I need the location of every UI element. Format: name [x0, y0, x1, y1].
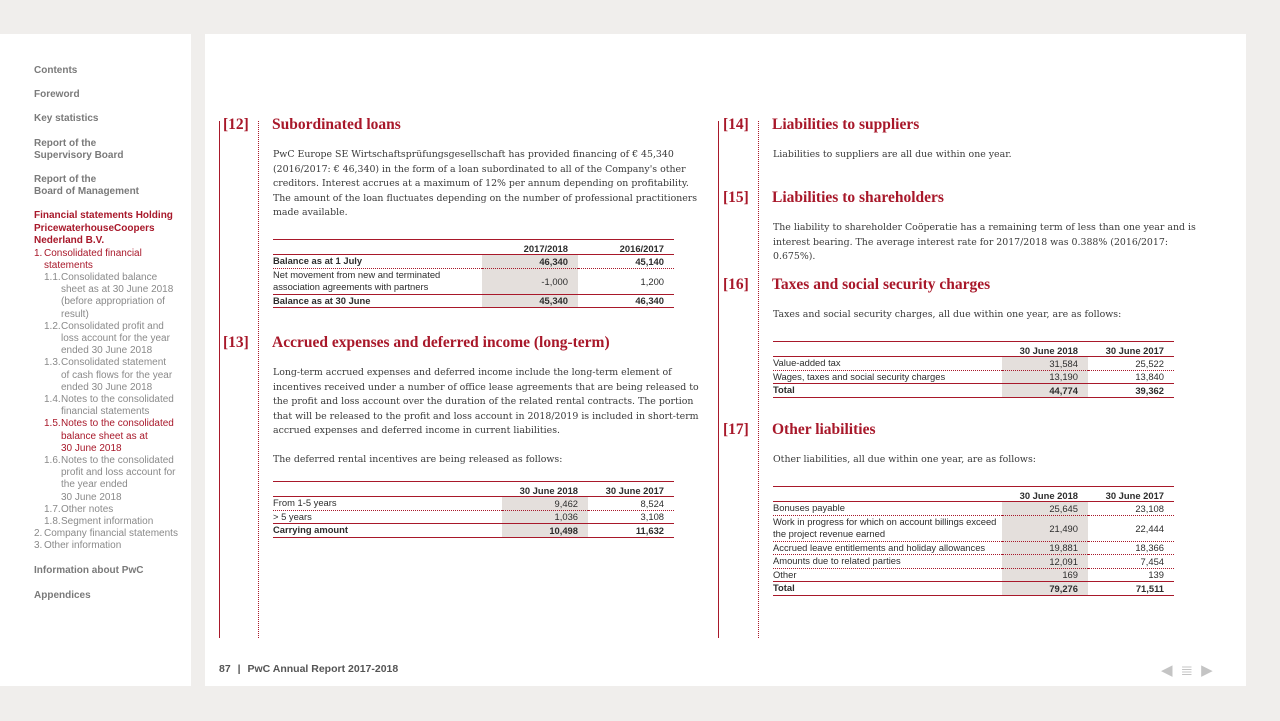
row-value-current: -1,000 [482, 268, 578, 294]
page-footer [219, 663, 398, 675]
table-header-col2: 30 June 2017 [605, 485, 664, 496]
row-value-prior: 39,362 [1088, 384, 1174, 398]
nav-consolidated-profit-loss[interactable] [34, 321, 191, 358]
row-label: Accrued leave entitlements and holiday allowances [773, 541, 1002, 555]
table-header-col1: 30 June 2018 [1019, 490, 1078, 501]
table-row [773, 515, 1174, 541]
triangle-right-icon[interactable]: ▶ [1201, 662, 1221, 679]
nav-label-line: result) [61, 308, 89, 320]
nav-consolidated-balance-sheet[interactable] [34, 272, 191, 321]
row-value-current: 12,091 [1002, 555, 1088, 569]
section-title-taxes-social-security: Taxes and social security charges [772, 276, 991, 293]
nav-consolidated-financial-statements[interactable] [34, 248, 191, 272]
table-header-label [273, 240, 482, 255]
row-label: Net movement from new and terminated association agreements with partners [273, 268, 482, 294]
table-header-col2: 30 June 2017 [1105, 490, 1164, 501]
menu-icon[interactable]: ≣ [1180, 662, 1202, 679]
nav-label-line: Notes to the consolidated [61, 418, 174, 430]
nav-num: 3. [34, 540, 43, 552]
taxes-social-security-text: Taxes and social security charges, all due within one year, are as follows: [773, 309, 1122, 320]
nav-other-information[interactable] [34, 540, 191, 552]
row-value-prior: 45,140 [578, 255, 674, 269]
row-value-prior: 71,511 [1088, 582, 1174, 596]
table-row [773, 568, 1174, 582]
row-label: > 5 years [273, 510, 502, 524]
nav-label-line: Nederland B.V. [34, 235, 105, 246]
row-value-current: 25,645 [1002, 502, 1088, 516]
row-value-prior: 25,522 [1088, 357, 1174, 371]
nav-label-line: Consolidated financial [44, 247, 142, 259]
nav-notes-consolidated-fs[interactable] [34, 394, 191, 418]
table-header-label [773, 487, 1002, 502]
page-navigation [1161, 661, 1221, 679]
accrued-expenses-text-2: The deferred rental incentives are being released as follows: [273, 454, 563, 465]
table-header-row [273, 482, 674, 497]
liabilities-shareholders-text: The liability to shareholder Coöperatie has a remaining term of less than one year and is interest bearing. The average interest rate for 2017/2018 was 0.388% (2016/2017: 0.675%). [773, 222, 1196, 263]
right-column-rule [718, 121, 719, 638]
nav-label-line: (before appropriation of [61, 296, 165, 308]
section-number-16: [16] [723, 276, 749, 293]
section-number-15: [15] [723, 189, 749, 206]
row-value-current: 31,584 [1002, 357, 1088, 371]
triangle-left-icon[interactable]: ◀ [1161, 662, 1181, 679]
nav-contents[interactable]: Contents [34, 65, 78, 76]
row-value-prior: 13,840 [1088, 370, 1174, 384]
table-header-label [773, 342, 1002, 357]
nav-report-board-of-management[interactable] [34, 174, 191, 198]
section-number-12: [12] [223, 116, 249, 133]
nav-label-line: Company financial statements [44, 528, 178, 540]
row-value-prior: 139 [1088, 568, 1174, 582]
row-value-current: 79,276 [1002, 582, 1088, 596]
nav-report-supervisory-board[interactable] [34, 138, 191, 162]
table-header-row [773, 487, 1174, 502]
accrued-expenses-text: Long-term accrued expenses and deferred income include the long-term element of incentives received under a number of office lease agreements that are being released to the profit and loss account over the duration of the related rental contracts. The portion that will be released to the profit and loss account in 2018/2019 is included in short-term accrued expenses and deferred income in current liabilities. [273, 367, 699, 437]
row-value-prior: 11,632 [588, 524, 674, 538]
row-label: Value-added tax [773, 357, 1002, 371]
nav-company-financial-statements[interactable] [34, 528, 191, 540]
row-value-current: 9,462 [502, 497, 588, 511]
footer-separator: | [237, 663, 241, 675]
nav-label-line: Consolidated balance [61, 271, 158, 283]
other-liabilities-text: Other liabilities, all due within one year, are as follows: [773, 454, 1036, 465]
row-value-prior: 1,200 [578, 268, 674, 294]
row-value-prior: 7,454 [1088, 555, 1174, 569]
subordinated-loans-table [273, 239, 674, 308]
sidebar-nav [0, 34, 191, 686]
table-row [273, 268, 674, 294]
right-column-dotted-rule [758, 121, 759, 638]
table-header-col2: 30 June 2017 [1105, 345, 1164, 356]
nav-label-line: profit and loss account for [61, 467, 176, 479]
nav-label-line: sheet as at 30 June 2018 [61, 284, 174, 296]
page-number: 87 [219, 663, 231, 675]
row-value-current: 21,490 [1002, 515, 1088, 541]
nav-num: 1. [34, 247, 43, 259]
row-label: Total [773, 384, 1002, 398]
row-label: Work in progress for which on account billings exceed the project revenue earned [773, 515, 1002, 541]
section-number-13: [13] [223, 334, 249, 351]
row-value-current: 19,881 [1002, 541, 1088, 555]
nav-num: 1.4. [44, 393, 61, 405]
row-value-current: 46,340 [482, 255, 578, 269]
section-title-other-liabilities: Other liabilities [772, 421, 876, 438]
table-row [773, 370, 1174, 384]
row-label: Bonuses payable [773, 502, 1002, 516]
nav-label-line: the year ended [61, 479, 128, 491]
row-value-prior: 8,524 [588, 497, 674, 511]
nav-num: 1.8. [44, 515, 61, 527]
subordinated-loans-text: PwC Europe SE Wirtschaftsprüfungsgesellschaft has provided financing of € 45,340 (2016/2017: € 46,340) in the form of a loan subordinated to all of the Company's other creditors. Interest accrues at a maximum of 12% per annum depending on profitability. The amount of the loan fluctuates depending on the number of professional practitioners made available. [273, 149, 698, 219]
deferred-rental-incentives-table [273, 481, 674, 538]
row-label: Other [773, 568, 1002, 582]
nav-label-line: Board of Management [34, 186, 140, 197]
row-label: Carrying amount [273, 524, 502, 538]
nav-num: 2. [34, 528, 43, 540]
nav-label-line: Consolidated profit and [61, 320, 164, 332]
nav-notes-profit-loss[interactable] [34, 455, 191, 504]
nav-notes-consolidated-balance-sheet[interactable] [34, 418, 191, 455]
nav-label-line: financial statements [61, 406, 150, 418]
nav-key-statistics[interactable]: Key statistics [34, 113, 99, 124]
table-header-row [773, 342, 1174, 357]
row-value-prior: 22,444 [1088, 515, 1174, 541]
table-row [273, 255, 674, 269]
nav-label-line: Supervisory Board [34, 150, 124, 161]
row-value-prior: 46,340 [578, 294, 674, 308]
row-value-prior: 23,108 [1088, 502, 1174, 516]
nav-label-line: of cash flows for the year [61, 369, 173, 381]
nav-label-line: loss account for the year [61, 332, 170, 344]
table-total-row [773, 384, 1174, 398]
row-value-current: 44,774 [1002, 384, 1088, 398]
nav-num: 1.5. [44, 418, 61, 430]
nav-label-line: Financial statements Holding [34, 210, 173, 221]
nav-information-about-pwc[interactable]: Information about PwC [34, 564, 144, 576]
liabilities-suppliers-text: Liabilities to suppliers are all due within one year. [773, 149, 1012, 160]
row-value-prior: 3,108 [588, 510, 674, 524]
table-header-col1: 30 June 2018 [1019, 345, 1078, 356]
table-header-col2: 2016/2017 [619, 243, 664, 254]
table-header-col1: 2017/2018 [523, 243, 568, 254]
section-title-liabilities-suppliers: Liabilities to suppliers [772, 116, 920, 133]
nav-label-line: Report of the [34, 174, 97, 185]
row-value-prior: 18,366 [1088, 541, 1174, 555]
row-label: Balance as at 1 July [273, 255, 482, 269]
row-label: Balance as at 30 June [273, 294, 482, 308]
row-value-current: 169 [1002, 568, 1088, 582]
table-row [273, 497, 674, 511]
row-value-current: 1,036 [502, 510, 588, 524]
table-total-row [273, 294, 674, 308]
row-value-current: 10,498 [502, 524, 588, 538]
nav-num: 1.2. [44, 320, 61, 332]
table-row [773, 357, 1174, 371]
nav-label-line: Report of the [34, 138, 97, 149]
nav-label-line: Other notes [61, 503, 114, 515]
table-header-row [273, 240, 674, 255]
left-column-dotted-rule [258, 121, 259, 638]
nav-appendices[interactable]: Appendices [34, 589, 91, 601]
nav-label-line: 30 June 2018 [61, 491, 122, 503]
nav-label-line: balance sheet as at [61, 430, 148, 442]
nav-consolidated-cash-flows[interactable] [34, 357, 191, 394]
nav-label-line: ended 30 June 2018 [61, 381, 153, 393]
section-title-accrued-expenses: Accrued expenses and deferred income (long-term) [272, 334, 610, 351]
nav-label-line: statements [44, 259, 93, 271]
table-row [773, 502, 1174, 516]
nav-label-line: Segment information [61, 515, 154, 527]
nav-segment-information[interactable] [34, 516, 191, 528]
nav-num: 1.3. [44, 357, 61, 369]
nav-label-line: Consolidated statement [61, 357, 167, 369]
section-title-subordinated-loans: Subordinated loans [272, 116, 401, 133]
table-total-row [773, 582, 1174, 596]
table-row [273, 510, 674, 524]
table-total-row [273, 524, 674, 538]
taxes-social-security-table [773, 341, 1174, 398]
row-value-current: 13,190 [1002, 370, 1088, 384]
table-row [773, 541, 1174, 555]
row-label: Amounts due to related parties [773, 555, 1002, 569]
nav-label-line: Notes to the consolidated [61, 454, 174, 466]
nav-other-notes[interactable] [34, 504, 191, 516]
nav-foreword[interactable]: Foreword [34, 89, 80, 100]
table-row [773, 555, 1174, 569]
nav-num: 1.6. [44, 454, 61, 466]
nav-label-line: Other information [44, 540, 122, 552]
row-value-current: 45,340 [482, 294, 578, 308]
row-label: Wages, taxes and social security charges [773, 370, 1002, 384]
section-number-14: [14] [723, 116, 749, 133]
table-header-label [273, 482, 502, 497]
table-header-col1: 30 June 2018 [519, 485, 578, 496]
nav-label-line: Notes to the consolidated [61, 393, 174, 405]
row-label: Total [773, 582, 1002, 596]
nav-label-line: 30 June 2018 [61, 442, 122, 454]
nav-num: 1.7. [44, 503, 61, 515]
nav-financial-statements[interactable] [34, 210, 191, 248]
report-title: PwC Annual Report 2017-2018 [247, 663, 399, 675]
section-number-17: [17] [723, 421, 749, 438]
other-liabilities-table [773, 486, 1174, 596]
report-page [205, 34, 1246, 686]
nav-num: 1.1. [44, 271, 61, 283]
row-label: From 1-5 years [273, 497, 502, 511]
section-title-liabilities-shareholders: Liabilities to shareholders [772, 189, 944, 206]
nav-label-line: PricewaterhouseCoopers [34, 222, 155, 234]
left-column-rule [219, 121, 220, 638]
nav-label-line: ended 30 June 2018 [61, 345, 153, 357]
